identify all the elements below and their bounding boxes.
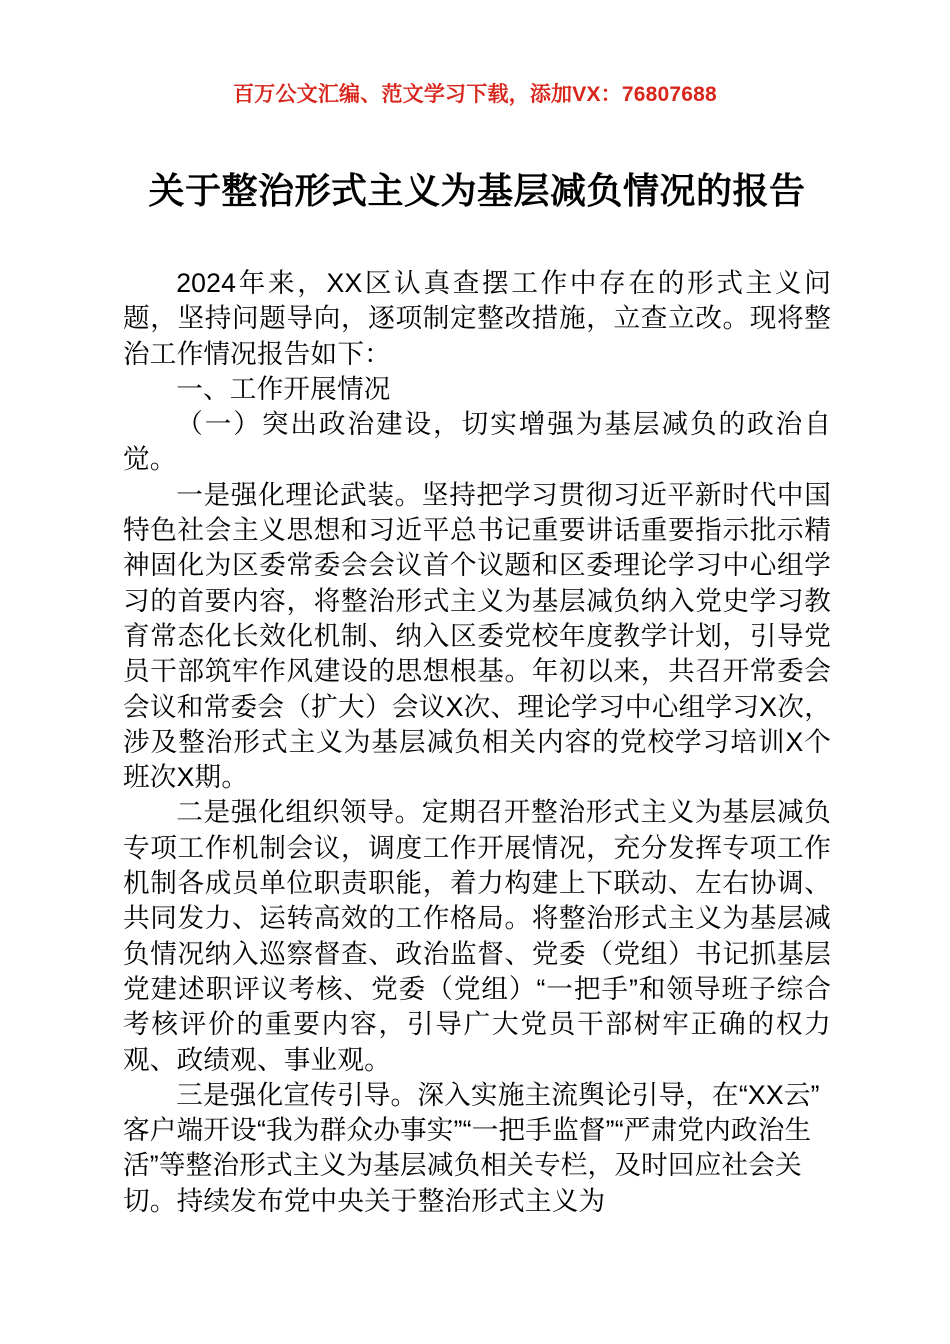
document-content	[123, 266, 831, 1219]
promotional-header-text: 百万公文汇编、范文学习下载，添加VX：76807688	[233, 83, 717, 106]
paragraph-point-three: 三是强化宣传引导。深入实施主流舆论引导，在“XX云”客户端开设“我为群众办事实”“一把手监督”“严肃党内政治生活”等整治形式主义为基层减负相关专栏，及时回应社会关切。持续发布党中央关于整治形式主义为	[123, 1079, 820, 1216]
paragraph-intro: 2024年来，XX区认真查摆工作中存在的形式主义问题，坚持问题导向，逐项制定整改措施，立查立改。现将整治工作情况报告如下：	[123, 268, 831, 369]
heading-subsection-one: （一）突出政治建设，切实增强为基层减负的政治自觉。	[123, 409, 831, 475]
document-title: 关于整治形式主义为基层减负情况的报告	[148, 170, 806, 211]
paragraph-point-two: 二是强化组织领导。定期召开整治形式主义为基层减负专项工作机制会议，调度工作开展情况，充分发挥专项工作机制各成员单位职责职能，着力构建上下联动、左右协调、共同发力、运转高效的工作格局。将整治形式主义为基层减负情况纳入巡察督查、政治监督、党委（党组）书记抓基层党建述职评议考核、党委（党组）“一把手”和领导班子综合考核评价的重要内容，引导广大党员干部树牢正确的权力观、政绩观、事业观。	[123, 797, 831, 1075]
heading-section-one: 一、工作开展情况	[176, 373, 391, 404]
paragraph-point-one: 一是强化理论武装。坚持把学习贯彻习近平新时代中国特色社会主义思想和习近平总书记重要讲话重要指示批示精神固化为区委常委会会议首个议题和区委理论学习中心组学习的首要内容，将整治形式主义为基层减负纳入党史学习教育常态化长效化机制、纳入区委党校年度教学计划，引导党员干部筑牢作风建设的思想根基。年初以来，共召开常委会会议和常委会（扩大）会议X次、理论学习中心组学习X次，涉及整治形式主义为基层减负相关内容的党校学习培训X个班次X期。	[123, 479, 831, 793]
